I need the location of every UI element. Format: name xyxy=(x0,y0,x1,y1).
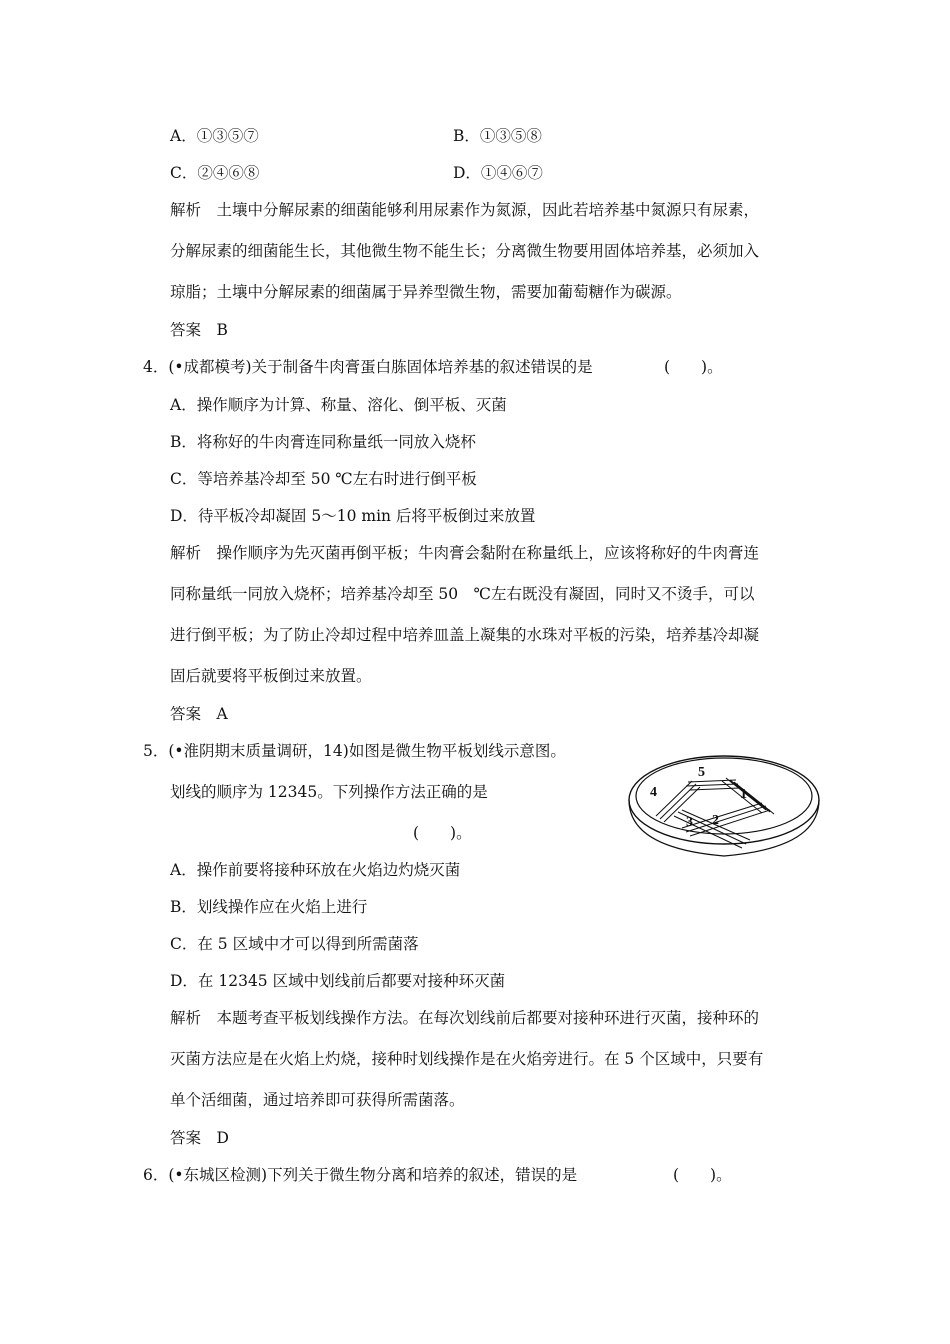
q5-stem-continued: 划线的顺序为 12345。下列操作方法正确的是 xyxy=(170,783,488,801)
q6-stem: 6．(•东城区检测)下列关于微生物分离和培养的叙述，错误的是 xyxy=(143,1166,578,1184)
streak-label-5: 5 xyxy=(698,765,705,780)
q5-answer: 答案 D xyxy=(170,1129,229,1147)
q4-option-a: A．操作顺序为计算、称量、溶化、倒平板、灭菌 xyxy=(170,396,507,414)
streak-label-3: 3 xyxy=(686,815,693,830)
dish-rim-inner xyxy=(636,758,812,834)
q3-analysis-line: 分解尿素的细菌能生长，其他微生物不能生长；分离微生物要用固体培养基，必须加入 xyxy=(170,242,760,260)
q5-stem: 5．(•淮阴期末质量调研，14)如图是微生物平板划线示意图。 xyxy=(143,742,566,760)
q5-analysis-line: 单个活细菌，通过培养即可获得所需菌落。 xyxy=(170,1091,465,1109)
q4-option-c: C．等培养基冷却至 50 ℃左右时进行倒平板 xyxy=(170,470,477,488)
streak-label-1: 1 xyxy=(740,787,747,802)
q3-option-c: C．②④⑥⑧ xyxy=(170,164,260,182)
streak-label-2: 2 xyxy=(712,813,719,828)
q4-analysis-line: 固后就要将平板倒过来放置。 xyxy=(170,667,372,685)
q4-option-d: D．待平板冷却凝固 5～10 min 后将平板倒过来放置 xyxy=(170,507,536,525)
q3-option-d: D．①④⑥⑦ xyxy=(453,164,543,182)
dish-rim-outer xyxy=(629,756,819,844)
q3-option-a: A．①③⑤⑦ xyxy=(170,127,259,145)
q3-option-b: B．①③⑤⑧ xyxy=(453,127,542,145)
q4-answer: 答案 A xyxy=(170,705,228,723)
q4-analysis-line: 解析 操作顺序为先灭菌再倒平板；牛肉膏会黏附在称量纸上，应该将称好的牛肉膏连 xyxy=(170,544,760,562)
streak-label-4: 4 xyxy=(650,785,657,800)
q5-answer-paren: ( )。 xyxy=(413,824,472,842)
q4-analysis-line: 同称量纸一同放入烧杯；培养基冷却至 50 ℃左右既没有凝固，同时又不烫手，可以 xyxy=(170,585,755,603)
q4-analysis-line: 进行倒平板；为了防止冷却过程中培养皿盖上凝集的水珠对平板的污染，培养基冷却凝 xyxy=(170,626,760,644)
q5-analysis-line: 解析 本题考查平板划线操作方法。在每次划线前后都要对接种环进行灭菌，接种环的 xyxy=(170,1009,760,1027)
q5-option-d: D．在 12345 区域中划线前后都要对接种环灭菌 xyxy=(170,972,506,990)
q4-stem: 4．(•成都模考)关于制备牛肉膏蛋白胨固体培养基的叙述错误的是 xyxy=(143,358,593,376)
q4-answer-paren: ( )。 xyxy=(664,358,723,376)
q3-analysis-line: 琼脂；土壤中分解尿素的细菌属于异养型微生物，需要加葡萄糖作为碳源。 xyxy=(170,283,682,301)
q3-analysis-line: 解析 土壤中分解尿素的细菌能够利用尿素作为氮源，因此若培养基中氮源只有尿素， xyxy=(170,201,760,219)
q4-option-b: B．将称好的牛肉膏连同称量纸一同放入烧杯 xyxy=(170,433,476,451)
q5-option-a: A．操作前要将接种环放在火焰边灼烧灭菌 xyxy=(170,861,461,879)
q5-option-c: C．在 5 区域中才可以得到所需菌落 xyxy=(170,935,419,953)
q6-answer-paren: ( )。 xyxy=(673,1166,732,1184)
q3-answer: 答案 B xyxy=(170,321,228,339)
q5-option-b: B．划线操作应在火焰上进行 xyxy=(170,898,368,916)
q5-analysis-line: 灭菌方法应是在火焰上灼烧，接种时划线操作是在火焰旁进行。在 5 个区域中，只要有 xyxy=(170,1050,764,1068)
petri-dish-streak-figure xyxy=(626,748,822,860)
